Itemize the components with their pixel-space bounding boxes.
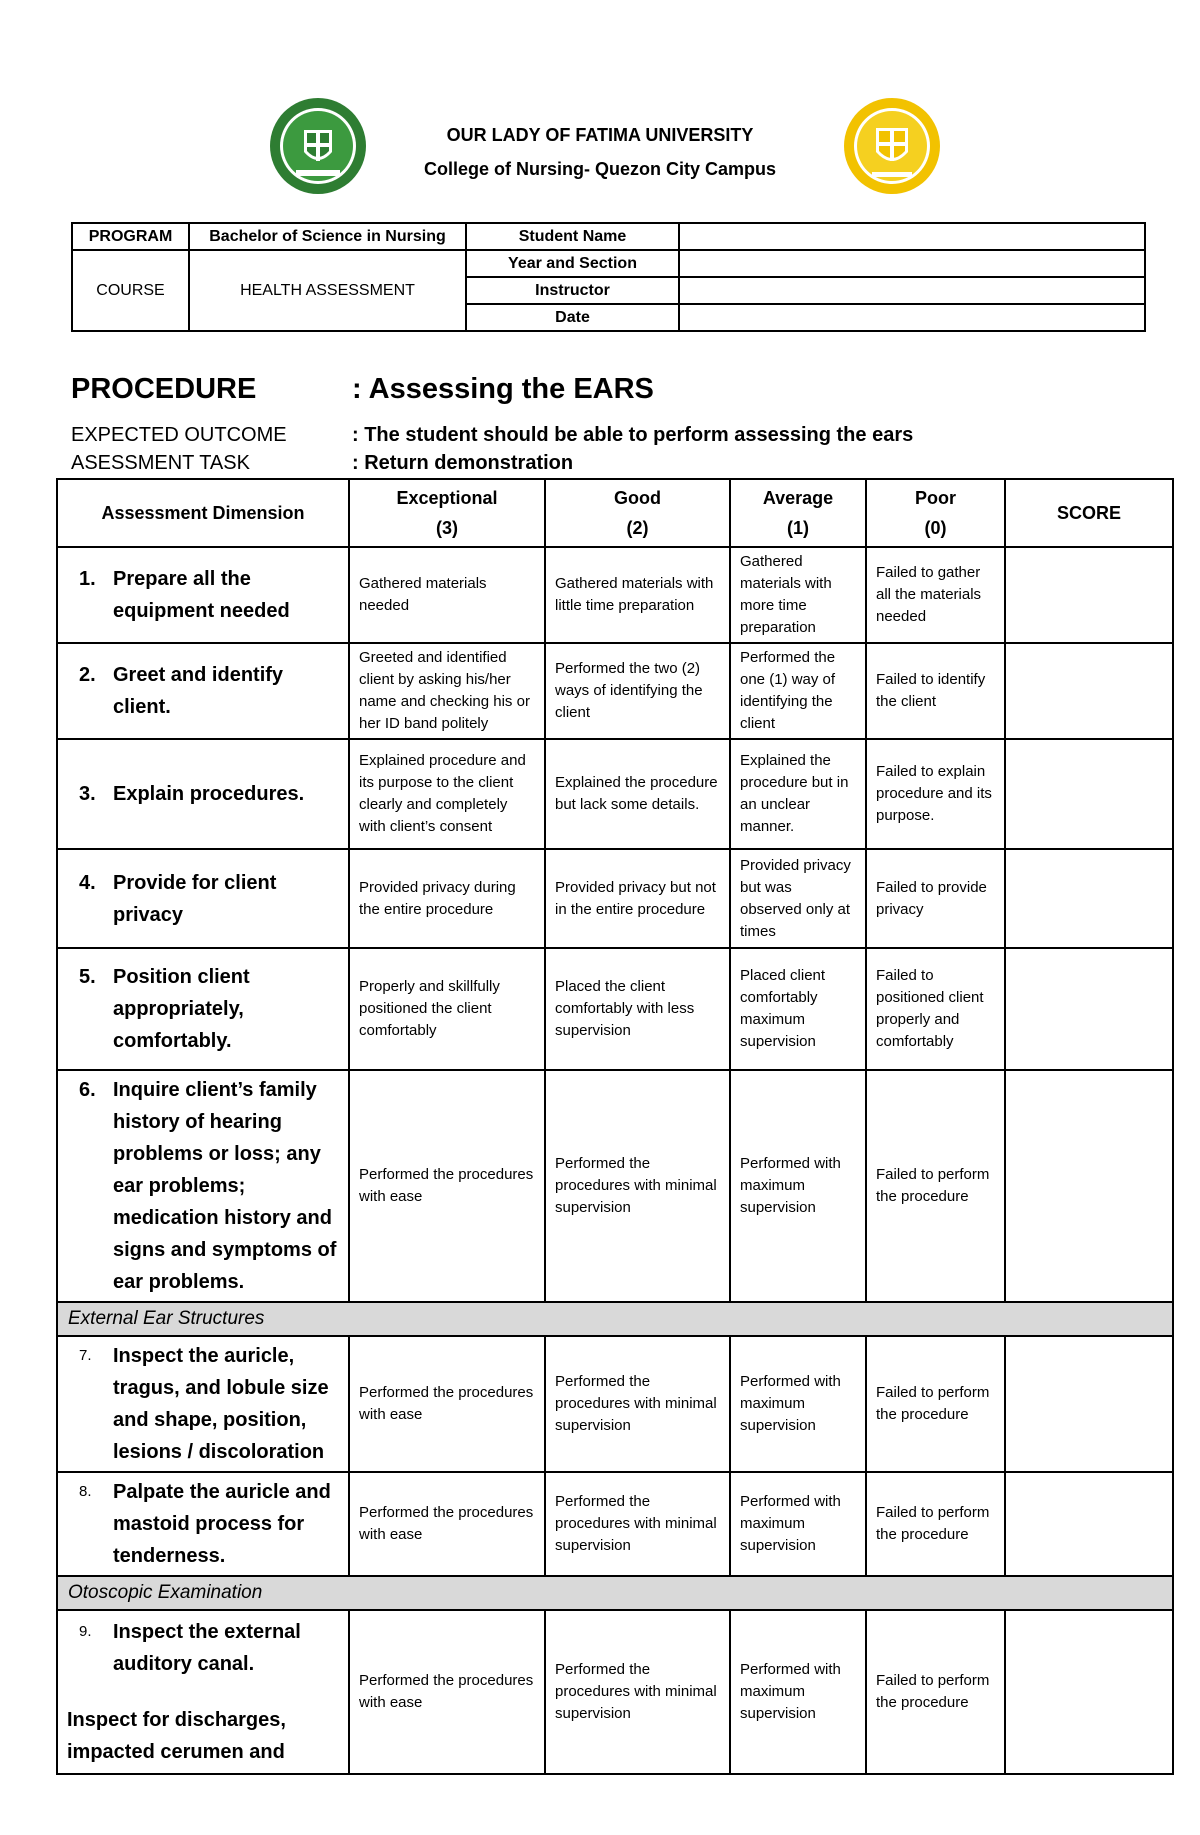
criterion-poor: Failed to gather all the materials needed [866, 547, 1005, 643]
table-row: 7. Inspect the auricle, tragus, and lobule size and shape, position, lesions / discoloration Performed the procedures with ease Performed the procedures with minimal supervision Performed with maximum supervision Failed to perform the procedure [57, 1336, 1173, 1472]
criterion-average: Placed client comfortably maximum supervision [730, 948, 866, 1070]
criterion-good: Performed the procedures with minimal supervision [545, 1336, 730, 1472]
college-campus: College of Nursing- Quezon City Campus [423, 159, 777, 179]
criterion-average: Performed with maximum supervision [730, 1070, 866, 1302]
date-label: Date [466, 304, 679, 331]
criterion-average: Gathered materials with more time preparation [730, 547, 866, 643]
criterion-exceptional: Provided privacy during the entire procedure [349, 849, 545, 948]
score-cell[interactable] [1005, 1472, 1173, 1576]
table-row: 1. Prepare all the equipment needed Gathered materials needed Gathered materials with little time preparation Gathered materials with more time preparation Failed to gather all the materials needed [57, 547, 1173, 643]
table-row: 9. Inspect the external auditory canal. Inspect for discharges, impacted cerumen and Performed the procedures with ease Performed the procedures with minimal supervision Performed with maximum supervision Failed to perform the procedure [57, 1610, 1173, 1774]
score-cell[interactable] [1005, 849, 1173, 948]
criterion-good: Performed the procedures with minimal supervision [545, 1472, 730, 1576]
criterion-exceptional: Performed the procedures with ease [349, 1070, 545, 1302]
criterion-exceptional: Greeted and identified client by asking his/her name and checking his or her ID band politely [349, 643, 545, 739]
date-field[interactable] [679, 304, 1145, 331]
year-section-field[interactable] [679, 250, 1145, 277]
criterion-poor: Failed to perform the procedure [866, 1070, 1005, 1302]
criterion-exceptional: Performed the procedures with ease [349, 1610, 545, 1774]
criterion-exceptional: Performed the procedures with ease [349, 1472, 545, 1576]
dimension-text: Inquire client’s family history of hearing problems or loss; any ear problems; medication history and signs and symptoms of ear problems. [113, 1079, 337, 1293]
criterion-poor: Failed to positioned client properly and comfortably [866, 948, 1005, 1070]
procedure-label: PROCEDURE [71, 373, 257, 405]
dimension-text: Inspect the external auditory canal. [113, 1621, 301, 1675]
dimension-text: Palpate the auricle and mastoid process for tenderness. [113, 1481, 331, 1567]
section-otoscopic [57, 1576, 1173, 1610]
table-row: 6. Inquire client’s family history of hearing problems or loss; any ear problems; medication history and signs and symptoms of ear problems. Performed the procedures with ease Performed the procedures with minimal supervision Performed with maximum supervision Failed to perform the procedure [57, 1070, 1173, 1302]
criterion-good: Performed the two (2) ways of identifying the client [545, 643, 730, 739]
criterion-average: Performed with maximum supervision [730, 1336, 866, 1472]
score-cell[interactable] [1005, 1610, 1173, 1774]
section-external-ear [57, 1302, 1173, 1336]
criterion-good: Explained the procedure but lack some details. [545, 739, 730, 849]
criterion-average: Performed the one (1) way of identifying the client [730, 643, 866, 739]
student-info-table [71, 222, 1146, 332]
header-exceptional: Exceptional (3) [349, 479, 545, 547]
criterion-exceptional: Performed the procedures with ease [349, 1336, 545, 1472]
assessment-task-label: ASESSMENT TASK [71, 452, 250, 474]
header-good: Good (2) [545, 479, 730, 547]
score-cell[interactable] [1005, 1336, 1173, 1472]
student-name-label: Student Name [466, 223, 679, 250]
instructor-field[interactable] [679, 277, 1145, 304]
rubric-table [56, 478, 1174, 1775]
criterion-average: Performed with maximum supervision [730, 1472, 866, 1576]
expected-outcome-value: : The student should be able to perform assessing the ears [352, 424, 914, 446]
section-title: Otoscopic Examination [57, 1576, 1173, 1610]
table-row: 8. Palpate the auricle and mastoid process for tenderness. Performed the procedures with ease Performed the procedures with minimal supervision Performed with maximum supervision Failed to perform the procedure [57, 1472, 1173, 1576]
dimension-text: Provide for client privacy [113, 871, 277, 926]
criterion-average: Explained the procedure but in an unclear manner. [730, 739, 866, 849]
header-score: SCORE [1005, 479, 1173, 547]
score-cell[interactable] [1005, 547, 1173, 643]
criterion-poor: Failed to perform the procedure [866, 1336, 1005, 1472]
table-row: 3. Explain procedures. Explained procedure and its purpose to the client clearly and completely with client’s consent Explained the procedure but lack some details. Explained the procedure but in an unclear manner. Failed to explain procedure and its purpose. [57, 739, 1173, 849]
course-value: HEALTH ASSESSMENT [189, 250, 466, 331]
program-value: Bachelor of Science in Nursing [189, 223, 466, 250]
table-row: 4. Provide for client privacy Provided privacy during the entire procedure Provided privacy but not in the entire procedure Provided privacy but was observed only at times Failed to provide privacy [57, 849, 1173, 948]
dimension-text: Greet and identify client. [113, 664, 284, 718]
criterion-good: Gathered materials with little time preparation [545, 547, 730, 643]
criterion-poor: Failed to perform the procedure [866, 1472, 1005, 1576]
criterion-poor: Failed to explain procedure and its purpose. [866, 739, 1005, 849]
criterion-poor: Failed to perform the procedure [866, 1610, 1005, 1774]
header-poor: Poor (0) [866, 479, 1005, 547]
criterion-average: Performed with maximum supervision [730, 1610, 866, 1774]
criterion-good: Performed the procedures with minimal supervision [545, 1070, 730, 1302]
criterion-exceptional: Properly and skillfully positioned the client comfortably [349, 948, 545, 1070]
left-university-seal [268, 96, 368, 196]
criterion-poor: Failed to provide privacy [866, 849, 1005, 948]
year-section-label: Year and Section [466, 250, 679, 277]
procedure-title: : Assessing the EARS [352, 373, 654, 405]
table-row: 5. Position client appropriately, comfortably. Properly and skillfully positioned the client comfortably Placed the client comfortably with less supervision Placed client comfortably maximum supervision Failed to positioned client properly and comfortably [57, 948, 1173, 1070]
score-cell[interactable] [1005, 643, 1173, 739]
instructor-label: Instructor [466, 277, 679, 304]
program-label: PROGRAM [72, 223, 189, 250]
criterion-exceptional: Explained procedure and its purpose to the client clearly and completely with client’s consent [349, 739, 545, 849]
table-row: 2. Greet and identify client. Greeted and identified client by asking his/her name and checking his or her ID band politely Performed the two (2) ways of identifying the client Performed the one (1) way of identifying the client Failed to identify the client [57, 643, 1173, 739]
score-cell[interactable] [1005, 1070, 1173, 1302]
criterion-good: Placed the client comfortably with less supervision [545, 948, 730, 1070]
dimension-text: Prepare all the equipment needed [113, 568, 290, 622]
criterion-exceptional: Gathered materials needed [349, 547, 545, 643]
criterion-poor: Failed to identify the client [866, 643, 1005, 739]
criterion-good: Performed the procedures with minimal supervision [545, 1610, 730, 1774]
assessment-task-value: : Return demonstration [352, 452, 574, 474]
student-name-field[interactable] [679, 223, 1145, 250]
course-label: COURSE [72, 250, 189, 331]
section-title: External Ear Structures [57, 1302, 1173, 1336]
right-college-seal [842, 96, 942, 196]
score-cell[interactable] [1005, 948, 1173, 1070]
dimension-text: Explain procedures. [113, 783, 305, 805]
dimension-text: Inspect the auricle, tragus, and lobule size and shape, position, lesions / discoloration [113, 1345, 329, 1463]
header-average: Average (1) [730, 479, 866, 547]
header-assessment-dimension: Assessment Dimension [57, 479, 349, 547]
criterion-good: Provided privacy but not in the entire procedure [545, 849, 730, 948]
university-name: OUR LADY OF FATIMA UNIVERSITY [446, 125, 754, 145]
criterion-average: Provided privacy but was observed only at times [730, 849, 866, 948]
score-cell[interactable] [1005, 739, 1173, 849]
dimension-extra-text: Inspect for discharges, impacted cerumen and [67, 1709, 286, 1763]
expected-outcome-label: EXPECTED OUTCOME [71, 424, 287, 446]
dimension-text: Position client appropriately, comfortably. [113, 966, 250, 1052]
